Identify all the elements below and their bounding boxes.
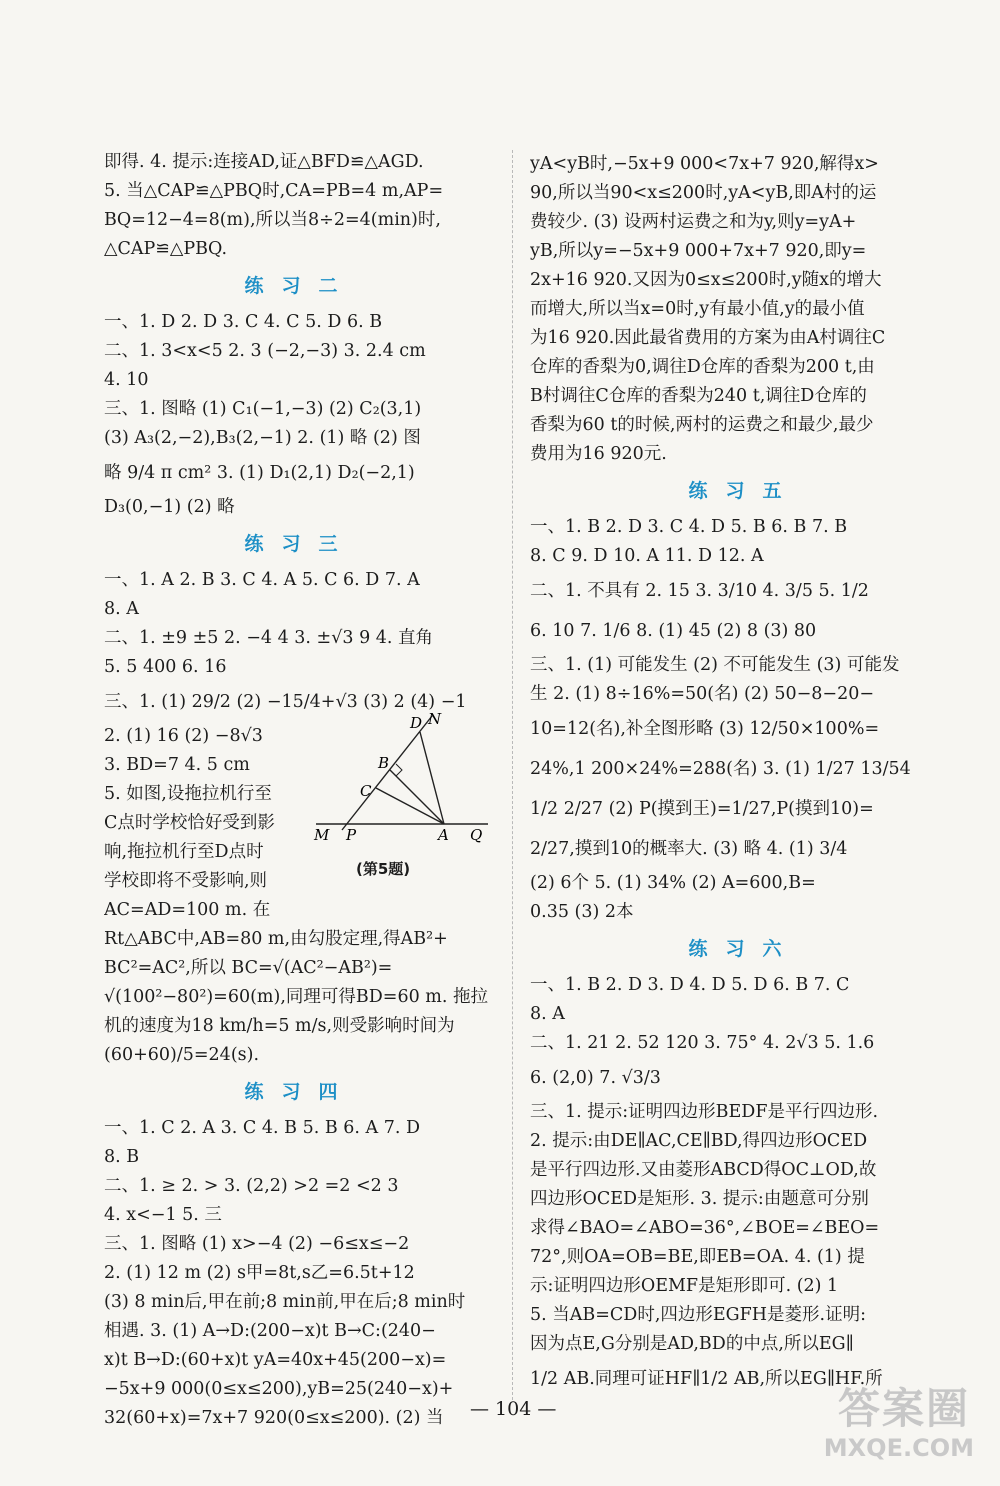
text-line: (2) 6个 5. (1) 34% (2) A=600,B= [530, 873, 816, 893]
page-number: — 104 — [470, 1398, 557, 1420]
text-line: 2x+16 920.又因为0≤x≤200时,y随x的增大 [530, 270, 882, 290]
text-line: 是平行四边形.又由菱形ABCD得OC⊥OD,故 [530, 1160, 877, 1180]
text-line: 示:证明四边形OEMF是矩形即可. (2) 1 [530, 1276, 839, 1296]
label-n: N [428, 712, 442, 728]
text-line: yB,所以y=−5x+9 000+7x+7 920,即y= [530, 241, 867, 261]
text-line: 三、1. (1) 29/2 (2) −15/4+√3 (3) 2 (4) −1 [104, 692, 467, 712]
text-line: 5. 当AB=CD时,四边形EGFH是菱形.证明: [530, 1305, 867, 1325]
text-line: 2. 提示:由DE∥AC,CE∥BD,得四边形OCED [530, 1131, 868, 1151]
text-line: B村调往C仓库的香梨为240 t,调往D仓库的 [530, 386, 867, 406]
column-divider [512, 150, 513, 1400]
text-line: 32(60+x)=7x+7 920(0≤x≤200). (2) 当 [104, 1408, 444, 1428]
text-line: (3) A₃(2,−2),B₃(2,−1) 2. (1) 略 (2) 图 [104, 428, 421, 448]
section-title-ex4: 练习四 [244, 1081, 356, 1103]
text-line: 90,所以当90<x≤200时,yA<yB,即A村的运 [530, 183, 877, 203]
text-line: 4. 10 [104, 370, 149, 390]
text-line: 4. x<−1 5. 三 [104, 1205, 222, 1225]
section-title-ex6: 练习六 [688, 938, 800, 960]
text-line: 香梨为60 t的时候,两村的运费之和最少,最少 [530, 415, 874, 435]
text-line: 生 2. (1) 8÷16%=50(名) (2) 50−8−20− [530, 684, 875, 704]
text-line: 学校即将不受影响,则 [104, 871, 268, 891]
text-line: △CAP≌△PBQ. [104, 239, 228, 259]
text-line: 1/2 2/27 (2) P(摸到王)=1/27,P(摸到10)= [530, 799, 874, 819]
right-angle-mark [396, 764, 402, 776]
text-line: 一、1. D 2. D 3. C 4. C 5. D 6. B [104, 312, 383, 332]
text-line: BC²=AC²,所以 BC=√(AC²−AB²)= [104, 958, 393, 978]
text-line: 2/27,摸到10的概率大. (3) 略 4. (1) 3/4 [530, 839, 848, 859]
text-line: 而增大,所以当x=0时,y有最小值,y的最小值 [530, 299, 865, 319]
text-line: 二、1. 不具有 2. 15 3. 3/10 4. 3/5 5. 1/2 [530, 581, 869, 601]
text-line: x)t B→D:(60+x)t yA=40x+45(200−x)= [104, 1350, 447, 1370]
text-line: 3. BD=7 4. 5 cm [104, 755, 250, 775]
text-line: 三、1. 图略 (1) x>−4 (2) −6≤x≤−2 [104, 1234, 410, 1254]
ex4-block [104, 1114, 496, 1433]
text-line: 6. (2,0) 7. √3/3 [530, 1068, 661, 1088]
text-line: D₃(0,−1) (2) 略 [104, 497, 235, 517]
text-line: 一、1. B 2. D 3. C 4. D 5. B 6. B 7. B [530, 517, 848, 537]
right-column [530, 150, 958, 1399]
text-line: C点时学校恰好受到影 [104, 813, 275, 833]
text-line: 二、1. ≥ 2. > 3. (2,2) >2 =2 <2 3 [104, 1176, 399, 1196]
watermark-url: MXQE.COM [823, 1434, 974, 1462]
text-line: 略 9/4 π cm² 3. (1) D₁(2,1) D₂(−2,1) [104, 463, 415, 483]
figure-svg [312, 712, 498, 862]
text-line: 费较少. (3) 设两村运费之和为y,则y=yA+ [530, 212, 857, 232]
text-line: 1/2 AB.同理可证HF∥1/2 AB,所以EG∥HF.所 [530, 1369, 883, 1389]
text-line: 二、1. 3<x<5 2. 3 (−2,−3) 3. 2.4 cm [104, 341, 426, 361]
label-b: B [378, 754, 390, 772]
text-line: 机的速度为18 km/h=5 m/s,则受影响时间为 [104, 1016, 455, 1036]
watermark-logo: 答案圈 [837, 1384, 970, 1433]
intro-block [104, 148, 496, 264]
text-line: 相遇. 3. (1) A→D:(200−x)t B→C:(240− [104, 1321, 436, 1341]
line-ba [390, 770, 444, 824]
text-line: 5. 5 400 6. 16 [104, 657, 227, 677]
text-line: Rt△ABC中,AB=80 m,由勾股定理,得AB²+ [104, 929, 448, 949]
label-c: C [360, 782, 372, 800]
text-line: 一、1. C 2. A 3. C 4. B 5. B 6. A 7. D [104, 1118, 420, 1138]
text-line: 8. B [104, 1147, 140, 1167]
text-line: 8. A [530, 1004, 565, 1024]
continuation-block [530, 150, 958, 469]
line-ca [376, 788, 444, 824]
label-a: A [438, 826, 449, 844]
text-line: (3) 8 min后,甲在前;8 min前,甲在后;8 min时 [104, 1292, 466, 1312]
text-line: 费用为16 920元. [530, 444, 667, 464]
text-line: 二、1. 21 2. 52 120 3. 75° 4. 2√3 5. 1.6 [530, 1033, 875, 1053]
text-line: 2. (1) 16 (2) −8√3 [104, 726, 263, 746]
text-line: −5x+9 000(0≤x≤200),yB=25(240−x)+ [104, 1379, 454, 1399]
text-line: 三、1. 图略 (1) C₁(−1,−3) (2) C₂(3,1) [104, 399, 422, 419]
text-line: 24%,1 200×24%=288(名) 3. (1) 1/27 13/54 [530, 759, 911, 779]
text-line: 6. 10 7. 1/6 8. (1) 45 (2) 8 (3) 80 [530, 621, 817, 641]
text-line: √(100²−80²)=60(m),同理可得BD=60 m. 拖拉 [104, 987, 489, 1007]
figure-caption: (第5题) [356, 860, 411, 878]
text-line: 一、1. A 2. B 3. C 4. A 5. C 6. D 7. A [104, 570, 420, 590]
text-line: 5. 当△CAP≌△PBQ时,CA=PB=4 m,AP= [104, 181, 444, 201]
text-line: 仓库的香梨为0,调往D仓库的香梨为200 t,由 [530, 357, 875, 377]
text-line: 8. C 9. D 10. A 11. D 12. A [530, 546, 764, 566]
ex2-block [104, 308, 496, 522]
text-line: 因为点E,G分别是AD,BD的中点,所以EG∥ [530, 1334, 854, 1354]
text-line: BQ=12−4=8(m),所以当8÷2=4(min)时, [104, 210, 441, 230]
line-pn [342, 716, 432, 830]
text-line: 即得. 4. 提示:连接AD,证△BFD≌△AGD. [104, 152, 424, 172]
section-title-ex3: 练习三 [244, 533, 356, 555]
text-line: 8. A [104, 599, 139, 619]
ex5-block [530, 513, 958, 927]
label-m: M [314, 826, 330, 844]
text-line: AC=AD=100 m. 在 [104, 900, 271, 920]
text-line: 二、1. ±9 ±5 2. −4 4 3. ±√3 9 4. 直角 [104, 628, 434, 648]
text-line: 求得∠BAO=∠ABO=36°,∠BOE=∠BEO= [530, 1218, 880, 1238]
text-line: 0.35 (3) 2本 [530, 902, 634, 922]
label-q: Q [470, 826, 483, 844]
section-title-ex2: 练习二 [244, 275, 356, 297]
ex6-block [530, 971, 958, 1399]
label-p: P [346, 826, 357, 844]
text-line: 为16 920.因此最省费用的方案为由A村调往C [530, 328, 886, 348]
text-line: 一、1. B 2. D 3. D 4. D 5. D 6. B 7. C [530, 975, 850, 995]
text-line: 三、1. (1) 可能发生 (2) 不可能发生 (3) 可能发 [530, 655, 900, 675]
label-d: D [410, 714, 423, 732]
text-line: yA<yB时,−5x+9 000<7x+7 920,解得x> [530, 154, 879, 174]
text-line: 四边形OCED是矩形. 3. 提示:由题意可分别 [530, 1189, 869, 1209]
section-title-ex5: 练习五 [688, 480, 800, 502]
text-line: 三、1. 提示:证明四边形BEDF是平行四边形. [530, 1102, 879, 1122]
text-line: 2. (1) 12 m (2) s甲=8t,s乙=6.5t+12 [104, 1263, 415, 1283]
line-da [420, 732, 444, 824]
text-line: 72°,则OA=OB=BE,即EB=OA. 4. (1) 提 [530, 1247, 865, 1267]
text-line: 响,拖拉机行至D点时 [104, 842, 264, 862]
text-line: 5. 如图,设拖拉机行至 [104, 784, 272, 804]
text-line: (60+60)/5=24(s). [104, 1045, 260, 1065]
text-line: 10=12(名),补全图形略 (3) 12/50×100%= [530, 719, 880, 739]
watermark [786, 1384, 976, 1462]
